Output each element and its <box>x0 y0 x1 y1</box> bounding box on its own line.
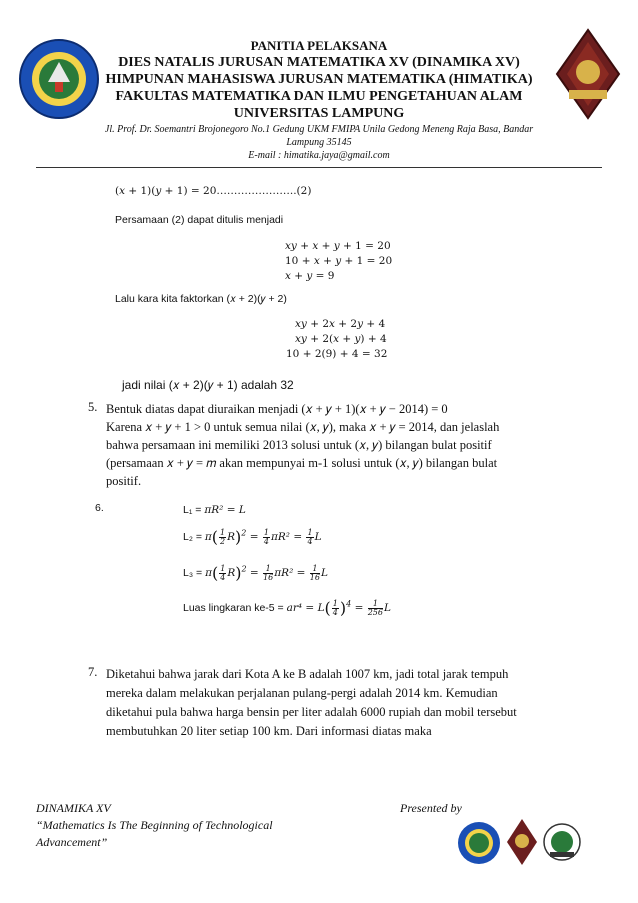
equation-a3: 𝑥 + 𝑦 = 9 <box>285 270 335 282</box>
equation-b1: 𝑥𝑦 + 2𝑥 + 2𝑦 + 4 <box>295 318 386 330</box>
formula-l1: L₁ = 𝜋𝑅² = 𝐿 <box>183 504 246 516</box>
item-5-line-1: Bentuk diatas dapat diuraikan menjadi (𝑥 + 𝑦 + 1)(𝑥 + 𝑦 − 2014) = 0 <box>106 402 448 416</box>
footer-presented-by: Presented by <box>400 801 462 815</box>
header-university: UNIVERSITAS LAMPUNG <box>233 106 405 121</box>
header-address: Jl. Prof. Dr. Soemantri Brojonegoro No.1 Gedung UKM FMIPA Unila Gedong Meneng Raja Basa, Bandar <box>104 124 534 135</box>
equation-a1: 𝑥𝑦 + 𝑥 + 𝑦 + 1 = 20 <box>285 240 391 252</box>
item-7-line-4: membutuhkan 20 liter setiap 100 km. Dari informasi diatas maka <box>106 724 432 738</box>
footer-university-logo <box>456 820 502 866</box>
item-5-line-3: bahwa persamaan ini memiliki 2013 solusi untuk (𝑥, 𝑦) bilangan bulat positif <box>106 438 492 452</box>
header-event: DIES NATALIS JURUSAN MATEMATIKA XV (DINAMIKA XV) <box>118 55 520 70</box>
item-6-number: 6. <box>95 502 104 514</box>
equation-a2: 10 + 𝑥 + 𝑦 + 1 = 20 <box>285 255 393 267</box>
item-5-number: 5. <box>88 400 98 414</box>
header-committee: PANITIA PELAKSANA <box>250 38 388 53</box>
footer-event-name: DINAMIKA XV <box>36 801 111 815</box>
item-7-line-1: Diketahui bahwa jarak dari Kota A ke B adalah 1007 km, jadi total jarak tempuh <box>106 667 509 681</box>
footer-motto-line-1: “Mathematics Is The Beginning of Technological <box>36 818 273 832</box>
item-5-line-4: (persamaan 𝑥 + 𝑦 = 𝑚 akan mempunyai m-1 solusi untuk (𝑥, 𝑦) bilangan bulat <box>106 456 498 470</box>
paragraph-lalu: Lalu kara kita faktorkan (𝑥 + 2)(𝑦 + 2) <box>115 293 287 305</box>
header-faculty: FAKULTAS MATEMATIKA DAN ILMU PENGETAHUAN ALAM <box>115 89 523 104</box>
header-email: E-mail : himatika.jaya@gmail.com <box>248 150 390 161</box>
header-divider <box>36 167 602 168</box>
formula-l3: L₃ = 𝜋( $\frac{1}{4}$ 𝑅)$^2$ = $\frac{1}{16}$ 𝜋𝑅² = $\frac{1}{16}$ 𝐿 <box>183 563 328 583</box>
footer-dinamika-logo <box>506 818 538 866</box>
footer-motto-line-2: Advancement” <box>36 835 108 849</box>
equation-b3: 10 + 2(9) + 4 = 32 <box>286 348 388 360</box>
item-7-line-2: mereka dalam melakukan perjalanan pulang-pergi adalah 2014 km. Kemudian <box>106 686 498 700</box>
header-association: HIMPUNAN MAHASISWA JURUSAN MATEMATIKA (HIMATIKA) <box>105 72 533 87</box>
equation-2: (𝑥 + 1)(𝑦 + 1) = 20…………………..(2) <box>115 185 312 197</box>
dinamika-logo <box>555 28 621 120</box>
equation-b2: 𝑥𝑦 + 2(𝑥 + 𝑦) + 4 <box>295 333 387 345</box>
item-7-line-3: diketahui pula bahwa harga bensin per liter adalah 6000 rupiah dan mobil tersebut <box>106 705 517 719</box>
item-7-number: 7. <box>88 665 98 679</box>
paragraph-jadi: jadi nilai (𝑥 + 2)(𝑦 + 1) adalah 32 <box>122 378 294 392</box>
paragraph-persamaan: Persamaan (2) dapat ditulis menjadi <box>115 214 284 226</box>
item-5-line-2: Karena 𝑥 + 𝑦 + 1 > 0 untuk semua nilai (𝑥, 𝑦), maka 𝑥 + 𝑦 = 2014, dan jelaslah <box>106 420 500 434</box>
header-postal: Lampung 35145 <box>286 137 352 148</box>
item-5-line-5: positif. <box>106 474 142 488</box>
formula-l2: L₂ = 𝜋( $\frac{1}{2}$ 𝑅)$^2$ = $\frac{1}{4}$ 𝜋𝑅² = $\frac{1}{4}$ 𝐿 <box>183 527 322 547</box>
footer-himatika-logo <box>542 822 582 862</box>
formula-l5: Luas lingkaran ke-5 = 𝑎𝑟⁴ = 𝐿( $\frac{1}{4}$ )$^4$ = $\frac{1}{256}$ 𝐿 <box>183 598 391 618</box>
university-logo <box>18 38 100 120</box>
